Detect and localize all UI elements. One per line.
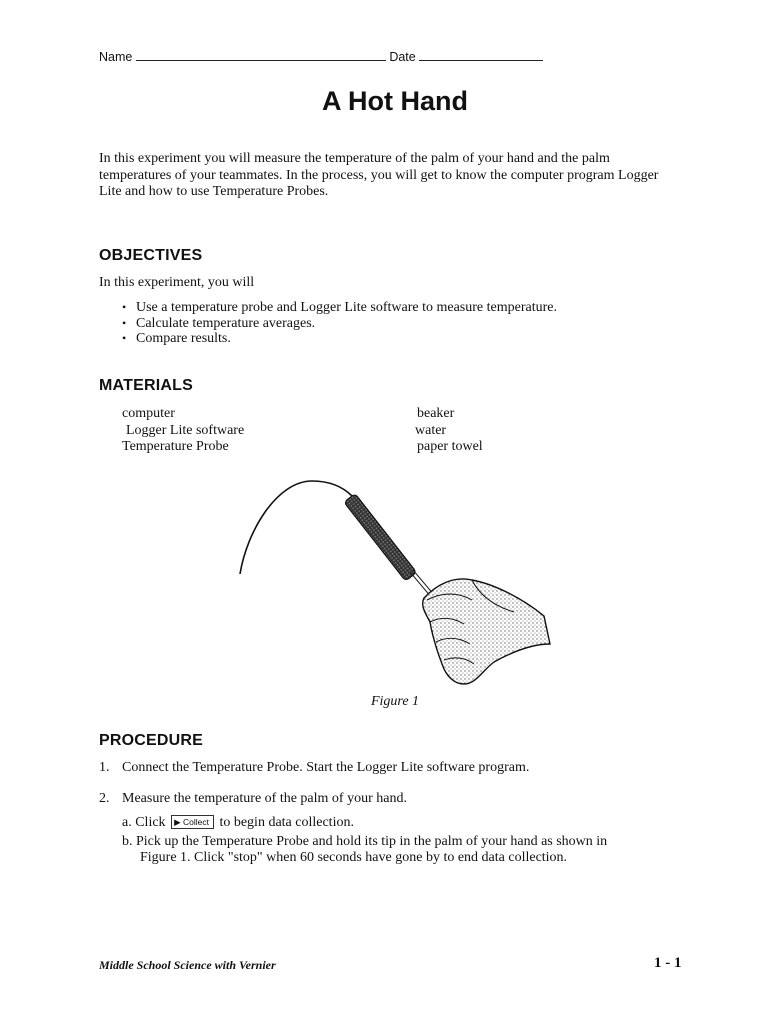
step-text: Measure the temperature of the palm of your hand. (122, 791, 407, 806)
figure-caption: Figure 1 (370, 694, 420, 709)
probe-handle (344, 494, 417, 581)
step-text-line-2: Figure 1. Click "stop" when 60 seconds have gone by to end data collection. (140, 850, 568, 865)
page-title: A Hot Hand (322, 86, 468, 116)
footer-book-title: Middle School Science with Vernier (99, 958, 276, 972)
list-item: • Calculate temperature averages. (122, 316, 557, 332)
list-item: • Use a temperature probe and Logger Lite software to measure temperature. (122, 300, 557, 316)
objectives-list (122, 300, 557, 347)
material-item: Logger Lite software (126, 422, 245, 438)
procedure-step-2b (122, 834, 607, 866)
material-item: Temperature Probe (122, 439, 229, 454)
step-number: 1. (99, 760, 110, 775)
date-field[interactable] (419, 49, 543, 61)
date-label: Date (389, 50, 416, 64)
hand-drawing (423, 579, 550, 684)
collect-button-label: Collect (182, 817, 209, 827)
probe-cable (240, 481, 352, 574)
name-field[interactable] (136, 49, 386, 61)
step-letter: b. (122, 834, 133, 849)
procedure-step-2a (122, 815, 354, 831)
procedure-heading: PROCEDURE (99, 732, 204, 749)
material-item: computer (122, 406, 175, 421)
intro-paragraph: In this experiment you will measure the temperature of the palm of your hand and the palm temperatures of your teammates. In the process, you will get to know the computer program Logger Lite and how to use Temperature Probes. (99, 151, 659, 199)
step-number: 2. (99, 791, 110, 806)
material-item: paper towel (417, 439, 483, 454)
step-letter: a. (122, 815, 132, 830)
procedure-step-1 (99, 760, 529, 776)
name-date-line (99, 49, 543, 64)
name-label: Name (99, 50, 133, 64)
materials-left-column (122, 406, 244, 456)
list-item: • Compare results. (122, 331, 557, 347)
material-item: beaker (417, 406, 455, 421)
materials-right-column (415, 406, 483, 456)
objectives-heading: OBJECTIVES (99, 247, 203, 264)
collect-button: ▶ Collect (171, 815, 214, 829)
step-text-post: to begin data collection. (219, 815, 354, 830)
procedure-step-2 (99, 791, 407, 807)
material-item: water (415, 422, 447, 438)
objectives-lead: In this experiment, you will (99, 275, 255, 290)
step-text-pre: Click (135, 815, 166, 830)
footer-page-number: 1 - 1 (654, 955, 682, 971)
hand-holding-temperature-probe-icon (232, 466, 562, 691)
step-text: Connect the Temperature Probe. Start the Logger Lite software program. (122, 760, 530, 775)
step-text-line-1: Pick up the Temperature Probe and hold its tip in the palm of your hand as shown in (136, 834, 608, 849)
materials-heading: MATERIALS (99, 377, 193, 394)
